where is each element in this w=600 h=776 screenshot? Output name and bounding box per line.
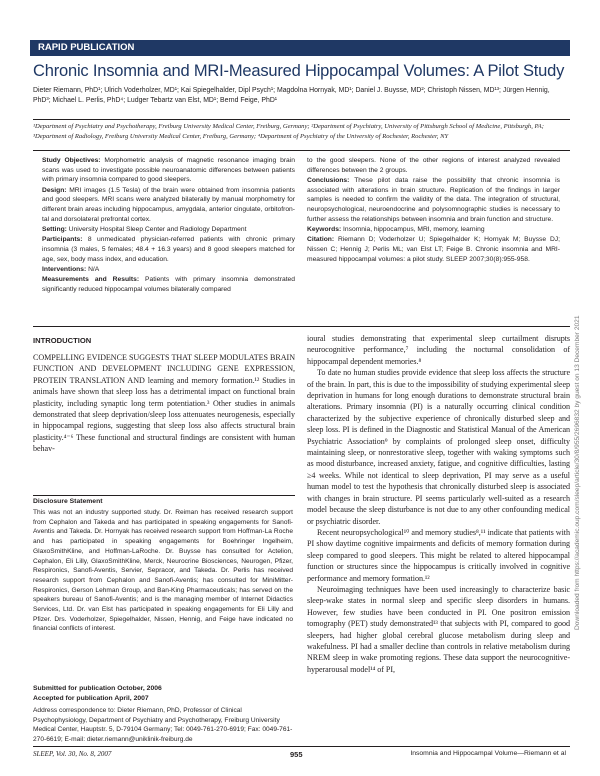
body-paragraph: To date no human studies provide evidence that sleep loss affects the structure of the brain. In part, this is due to the impossibility of studying experimental sleep deprivation in humans for long enough durations to demonstrate structural brain alterations. Primary insomnia (PI) is a naturally occurring clinical condition characterized by the subjective experience of chronically disturbed sleep and sleep loss. PI is defined in the Diagnostic and Statistical Manual of the American Psychiatric Association⁹ by complaints of prolonged sleep onset, difficulty maintaining sleep, or nonrestorative sleep, together with waking symptoms such as mood disturbance, increased anxiety, fatigue, and cognitive difficulties, lasting ≥4 weeks. While not identical to sleep deprivation, PI may serve as a useful human model to test the hypothesis that chronically disturbed sleep is associated with changes in brain structure. PI seems particularly well-suited as a research model because the sleep disturbance is not due to any other confounding medical or psychiatric disorder.	[307, 368, 570, 526]
section-heading-introduction: INTRODUCTION	[33, 336, 92, 345]
intro-lead-rest: learning and memory formation.¹² Studies in animals have shown that sleep loss has a detrimental impact on functional brain plasticity, including synaptic long term potentiation.³ Other studies in animals demonstrated that sleep deprivation/sleep loss attenuates neurogenesis, especially in hippocampal regions, suggesting that sleep loss also affects structural brain plasticity.⁴⁻⁶ These functional and structural findings are consistent with human behav-	[33, 375, 295, 454]
abstract-label: Setting:	[42, 226, 67, 234]
abstract-paragraph	[307, 156, 560, 175]
disclosure-text: This was not an industry supported study. Dr. Reiman has received research support from Cephalon and Takeda and has participated in speaking engagements for Sanofi-Aventis and Takeda. Dr. Hornyak has received research support from Hoffman-La Roche and has participated in speaking engagements for Boehringer Ingelheim, GlaxoSmithKline, and Hoffman-LaRoche. Dr. Buysse has consulted for Actelion, Cephalon, Eli Lilly, GlaxoSmithKline, Merck, Neurocrine Biosciences, Neurogen, Pfizer, Respironics, Sanofi-Aventis, Servier, Sepracor, and Takeda. Dr. Perlis has received research support from Cephalon and Sanofi-Aventis; has consulted for MiniMitter-Respironics, Gerson Lehman Group, and Ban-King Pharmaceuticals; has served on the speakers bureau of Sanofi-Aventis; and is the managing member of Internet Didactics Services, Ltd. Dr. van Elst has participated in speaking engagements for Eli Lilly and Pfizer. Drs. Voderholzer, Spiegelhalder, Nissen, Hennig, and Feige have indicated no financial conflicts of interest.	[33, 509, 293, 633]
affiliations: ¹Department of Psychiatry and Psychotherapy, Freiburg University Medical Center, Freiburg, Germany; ²Department of Psychiatry, University of Pittsburgh School of Medicine, Pittsburgh, PA; ³Department of Radiology, Freiburg University Medical Center, Freiburg, Germany; ⁴Department of Psychiatry of the University of Rochester, Rochester, NY	[33, 123, 544, 140]
article-title: Chronic Insomnia and MRI-Measured Hippocampal Volumes: A Pilot Study	[33, 62, 565, 80]
divider	[33, 150, 570, 151]
abstract-text: 8 unmedicated physician-referred patients with chronic primary insomnia (3 males, 5 females; 48.4 + 16.3 years) and 8 good sleepers matched for age, sex, body mass index, and education.	[42, 236, 295, 263]
footer-rule	[33, 746, 570, 747]
running-title: Insomnia and Hippocampal Volume—Riemann et al	[410, 750, 566, 757]
intro-lead-caps: COMPELLING EVIDENCE SUGGESTS THAT SLEEP MODULATES BRAIN FUNCTION AND DEVELOPMENT INCLUDING GENE EXPRESSION, PROTEIN TRANSLATION AND	[33, 353, 295, 385]
abstract-text: N/A	[86, 266, 100, 274]
page-number: 955	[290, 750, 303, 759]
abstract-label: Measurements and Results:	[42, 276, 140, 284]
body-right-column	[307, 333, 570, 675]
divider	[33, 326, 570, 327]
body-paragraph: Recent neuropsychological¹⁰ and memory studies⁸,¹¹ indicate that patients with PI show daytime cognitive impairments and deficits of memory formation during sleep compared to good sleepers. This might be related to altered hippocampal function or structures since the hippocampus is critically involved in cognitive performance and memory formation.¹²	[307, 527, 570, 583]
watermark-text: Downloaded from https://academic.oup.com/sleep/article/30/8/955/2696832 by guest on 13 December 2021	[574, 315, 581, 630]
body-paragraph: Neuroimaging techniques have been used increasingly to characterize basic sleep-wake states in normal sleep and specific sleep disorders in humans. However, few studies have been conducted in PI. One positron emission tomography (PET) study demonstrated¹³ that subjects with PI, compared to good sleepers, had higher global cerebral glucose metabolism during sleep and wakefulness. PI had a smaller decline than controls in relative metabolism during NREM sleep in wake promoting regions. These data support the neurocognitive-hyperarousal model¹⁴ of PI,	[307, 584, 570, 674]
divider	[33, 495, 295, 496]
abstract-label: Conclusions:	[307, 177, 350, 184]
section-banner: RAPID PUBLICATION	[30, 40, 570, 56]
abstract-label: Interventions:	[42, 266, 87, 274]
journal-reference: SLEEP, Vol. 30, No. 8, 2007	[33, 750, 112, 758]
abstract-label: Design:	[42, 186, 67, 194]
abstract-text: MRI images (1.5 Tesla) of the brain were obtained from insomnia patients and good sleepers. MRI scans were analyzed bilaterally by manual morphometry for different brain areas including hippocampus, amygdala, anterior cingulate, orbitofron-tal and dorsolateral prefrontal cortex.	[42, 186, 295, 223]
abstract-paragraph	[42, 186, 295, 225]
abstract-paragraph	[42, 275, 295, 294]
accepted-date: Accepted for publication April, 2007	[33, 695, 149, 702]
abstract-label: Keywords:	[307, 226, 342, 234]
abstract-text: Insomnia, hippocampus, MRI, memory, learning	[341, 226, 485, 234]
submitted-date: Submitted for publication October, 2006	[33, 685, 162, 692]
abstract-right-column	[307, 156, 560, 265]
abstract-text: Riemann D; Voderholzer U; Spiegelhalder K; Hornyak M; Buysse DJ; Nissen C; Hennig J; Perlis ML; van Elst LT; Feige B. Chronic insomnia and MRI-measured hippocampal volumes: a pilot study. SLEEP 2007;30(8):955-958.	[307, 236, 560, 263]
abstract-paragraph	[307, 225, 560, 235]
abstract-paragraph	[42, 156, 295, 185]
abstract-text: Morphometric analysis of magnetic resonance imaging brain scans was used to investigate possible neuroanatomic differences between patients with primary insomnia compared to good sleepers.	[42, 157, 295, 184]
divider	[33, 119, 570, 120]
abstract-label: Participants:	[42, 236, 83, 244]
abstract-paragraph	[307, 176, 560, 225]
abstract-paragraph	[42, 265, 295, 275]
abstract-text: These pilot data raise the possibility that chronic insomnia is associated with alterations in brain structure. Replication of the findings in larger samples is needed to confirm the validity of the data. The integration of structural, neuropsychological, neuroendocrine and polysomnographic studies is necessary to further assess the relationships between insomnia and brain function and structure.	[307, 177, 560, 223]
disclosure-heading: Disclosure Statement	[33, 498, 103, 505]
abstract-left-column	[42, 156, 295, 295]
abstract-paragraph	[42, 225, 295, 235]
author-list: Dieter Riemann, PhD¹; Ulrich Voderholzer, MD¹; Kai Spiegelhalder, Dipl Psych¹; Magdolna Hornyak, MD¹; Daniel J. Buysse, MD²; Christoph Nissen, MD¹³; Jürgen Hennig, PhD³; Michael L. Perlis, PhD⁴; Ludger Tebartz van Elst, MD¹; Bernd Feige, PhD¹	[33, 87, 550, 105]
abstract-text: University Hospital Sleep Center and Radiology Department	[66, 226, 247, 234]
intro-paragraph	[33, 352, 295, 455]
abstract-paragraph	[307, 235, 560, 264]
abstract-paragraph	[42, 235, 295, 264]
abstract-text: Patients with primary insomnia demonstrated significantly reduced hippocampal volumes bilaterally compared	[42, 276, 295, 294]
body-paragraph: ioural studies demonstrating that experimental sleep curtailment disrupts neurocognitive performance,⁷ including the nocturnal consolidation of hippocampal dependent memories.⁸	[307, 334, 570, 366]
abstract-text: to the good sleepers. None of the other regions of interest analyzed revealed differences between the 2 groups.	[307, 157, 560, 174]
abstract-label: Citation:	[307, 236, 335, 244]
download-watermark	[574, 190, 593, 630]
correspondence-address: Address correspondence to: Dieter Riemann, PhD, Professor of Clinical Psychophysiology, Department of Psychiatry and Psychotherapy, Freiburg University Medical Center, Hauptstr. 5, D-79104 Germany; Tel: 0049-761-270-6919; Fax: 0049-761-270-6619; E-mail: dieter.riemann@uniklinik-freiburg.de	[33, 707, 293, 743]
abstract-label: Study Objectives:	[42, 157, 101, 164]
